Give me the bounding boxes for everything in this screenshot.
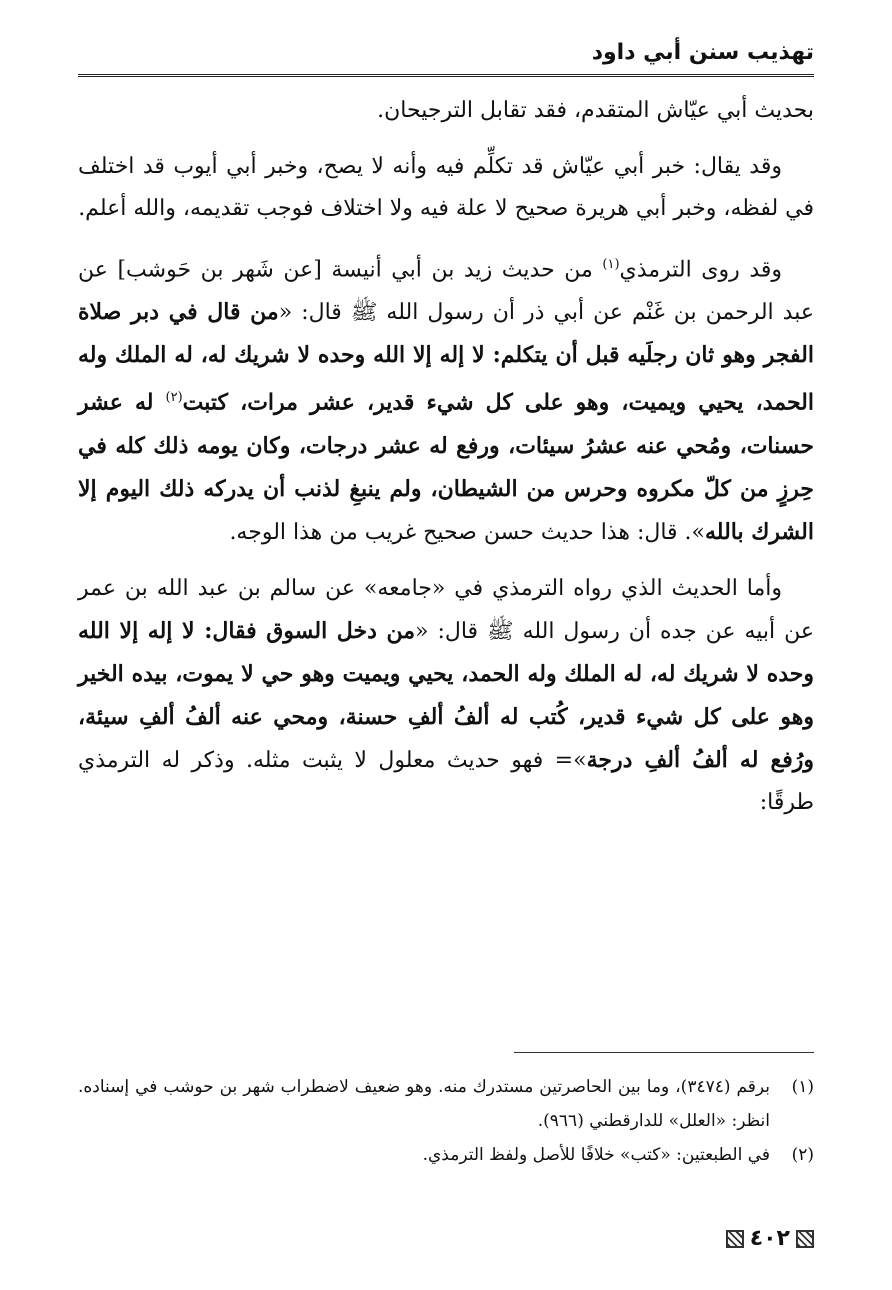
text-run: ». قال: هذا حديث حسن صحيح غريب من هذا الوجه. <box>229 519 706 545</box>
footnote-ref-1[interactable]: (١) <box>602 257 620 272</box>
paragraph-2: وقد يقال: خبر أبي عيّاش قد تكلِّم فيه وأنه لا يصح، وخبر أبي أيوب قد اختلف في لفظه، وخبر أبي هريرة صحيح لا علة فيه ولا اختلاف فوجب تقديمه، والله أعلم. <box>78 154 814 221</box>
text-run: من حديث زيد بن أبي أنيسة [عن شَهر بن حَوشب] عن عبد الرحمن بن غَنْم عن أبي ذر أن رسول الله ﷺ قال: « <box>78 257 814 326</box>
footnote-number: (٢) <box>791 1145 814 1165</box>
hadith-text-bold: له عشر حسنات، ومُحي عنه عشرُ سيئات، ورفع له عشر درجات، وكان يومه ذلك كله في حِرزٍ من كلّ مكروه وحرس من الشيطان، ولم ينبغِ لذنب أن يدركه ذلك اليوم إلا الشرك بالله <box>78 389 814 545</box>
paragraph-4 <box>78 568 814 824</box>
text-run: وقد روى الترمذي <box>619 257 783 283</box>
paragraph-3 <box>78 244 814 554</box>
page-number-block <box>726 1226 814 1251</box>
footnote-2 <box>78 1138 814 1172</box>
ornament-icon <box>796 1230 814 1248</box>
footnote-1 <box>78 1070 814 1138</box>
text-run: »= فهو حديث معلول لا يثبت مثله. وذكر له الترمذي طرقًا: <box>78 747 814 815</box>
running-header <box>78 34 814 77</box>
text-run: وأما الحديث الذي رواه الترمذي في «جامعه» عن سالم بن عبد الله بن عمر عن أبيه عن جده أن رسول الله ﷺ قال: « <box>78 575 814 644</box>
footnote-number: (١) <box>791 1077 814 1097</box>
footnote-text: في الطبعتين: «كتب» خلافًا للأصل ولفظ الترمذي. <box>422 1145 770 1165</box>
header-title: تهذيب سنن أبي داود <box>591 40 814 65</box>
ornament-icon <box>726 1230 744 1248</box>
main-text <box>78 90 814 838</box>
book-page <box>78 0 814 1290</box>
page-number: ٤٠٢ <box>749 1226 790 1251</box>
hadith-text-bold: من دخل السوق فقال: لا إله إلا الله وحده لا شريك له، له الملك وله الحمد، يحيي ويميت وهو حي لا يموت، بيده الخير وهو على كل شيء قدير، كُتب له ألفُ ألفِ حسنة، ومحي عنه ألفُ ألفِ سيئة، ورُفع له ألفُ ألفِ درجة <box>78 617 814 773</box>
footnote-ref-2[interactable]: (٢) <box>165 390 183 406</box>
hadith-text-bold: من قال في دبر صلاة الفجر وهو ثان رجلَيه قبل أن يتكلم: لا إله إلا الله وحده لا شريك له، له الملك وله الحمد، يحيي ويميت، وهو على كل شيء قدير، عشر مرات، كتبت <box>78 299 814 416</box>
paragraph-1: بحديث أبي عيّاش المتقدم، فقد تقابل الترجيحان. <box>377 98 814 123</box>
footnotes <box>78 1070 814 1172</box>
footnote-separator <box>514 1052 814 1053</box>
footnote-text: برقم (٣٤٧٤)، وما بين الحاصرتين مستدرك منه. وهو ضعيف لاضطراب شهر بن حوشب في إسناده. انظر: «العلل» للدارقطني (٩٦٦). <box>78 1077 770 1131</box>
